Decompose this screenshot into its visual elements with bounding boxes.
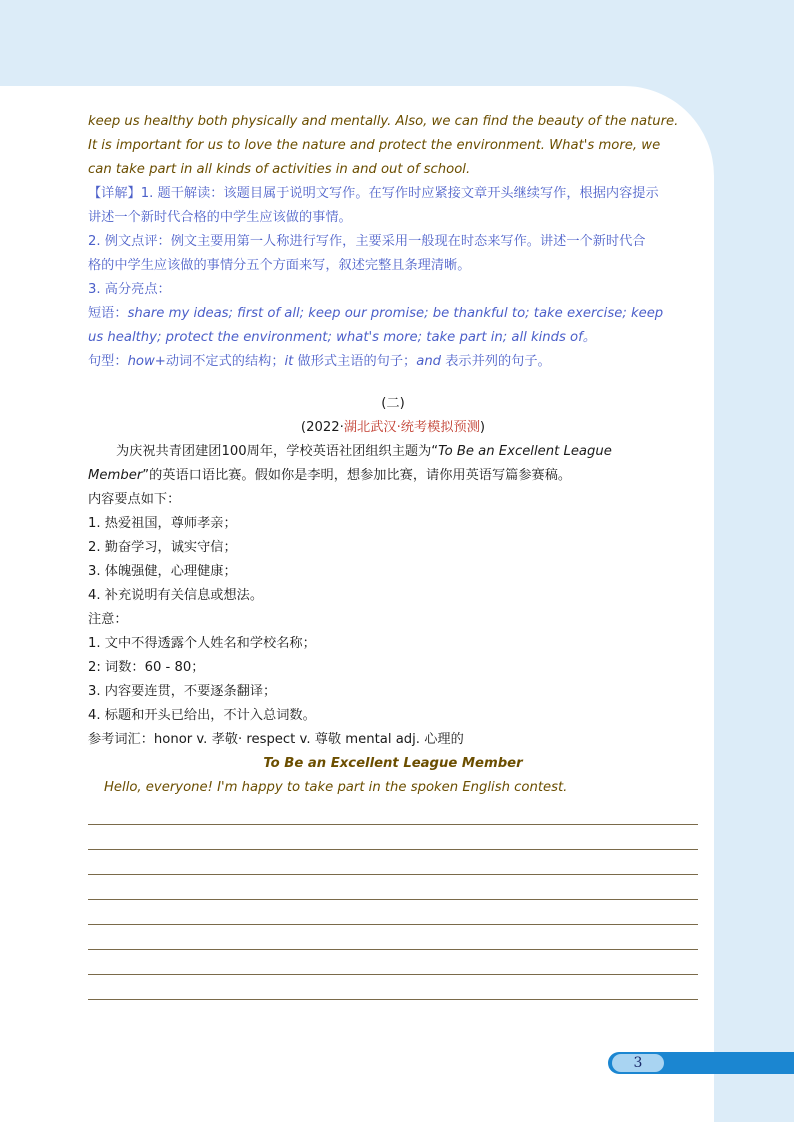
note-item: 3. 内容要连贯，不要逐条翻译； [88,684,277,699]
vocab-line: 参考词汇：honor v. 孝敬· respect v. 尊敬 mental adj. 心理的 [88,732,464,747]
answer-line: can take part in all kinds of activities in and out of school. [88,162,471,177]
margin-band [714,0,794,1122]
answer-line: keep us healthy both physically and mentally. Also, we can find the beauty of the nature. [88,114,679,129]
writing-line[interactable] [88,850,698,875]
point-item: 2. 勤奋学习，诚实守信； [88,540,237,555]
analysis-tag: 【详解】 [88,186,141,201]
prompt-line: Member”的英语口语比赛。假如你是李明，想参加比赛，请你用英语写篇参赛稿。 [88,468,572,483]
analysis-line: 格的中学生应该做的事情分五个方面来写，叙述完整且条理清晰。 [88,258,471,273]
phrases-line: us healthy; protect the environment; what's more; take part in; all kinds of。 [88,330,596,345]
writing-line[interactable] [88,800,698,825]
essay-opening: Hello, everyone! I'm happy to take part in the spoken English contest. [104,780,568,795]
analysis-line: 【详解】1. 题干解读：该题目属于说明文写作。在写作时应紧接文章开头继续写作，根据内容提示 [88,186,659,201]
sentences-line: 句型：how+动词不定式的结构；it 做形式主语的句子；and 表示并列的句子。 [88,354,551,369]
point-item: 3. 体魄强健，心理健康； [88,564,237,579]
writing-line[interactable] [88,925,698,950]
header-band [0,0,794,86]
answer-line: It is important for us to love the nature and protect the environment. What's more, we [88,138,661,153]
writing-line[interactable] [88,875,698,900]
section-source: (2022·湖北武汉·统考模拟预测) [300,420,486,435]
document-content [88,110,698,1000]
writing-line[interactable] [88,825,698,850]
point-item: 4. 补充说明有关信息或想法。 [88,588,264,603]
point-item: 1. 热爱祖国，尊师孝亲； [88,516,237,531]
prompt-line: 为庆祝共青团建团100周年，学校英语社团组织主题为“To Be an Excellent League [116,444,612,459]
writing-line[interactable] [88,900,698,925]
section-number: (二) [381,396,405,411]
note-item: 4. 标题和开头已给出，不计入总词数。 [88,708,316,723]
analysis-line: 讲述一个新时代合格的中学生应该做的事情。 [88,210,352,225]
analysis-line: 3. 高分亮点： [88,282,171,297]
points-label: 内容要点如下： [88,492,181,507]
note-item: 2: 词数：60 - 80； [88,660,205,675]
writing-line[interactable] [88,950,698,975]
phrases-line: 短语：share my ideas; first of all; keep our promise; be thankful to; take exercise; keep [88,306,664,321]
analysis-line: 2. 例文点评：例文主要用第一人称进行写作，主要采用一般现在时态来写作。讲述一个新时代合 [88,234,646,249]
essay-title: To Be an Excellent League Member [263,756,523,771]
notes-label: 注意： [88,612,128,627]
writing-line[interactable] [88,975,698,1000]
page-number: 3 [633,1055,643,1071]
note-item: 1. 文中不得透露个人姓名和学校名称； [88,636,316,651]
